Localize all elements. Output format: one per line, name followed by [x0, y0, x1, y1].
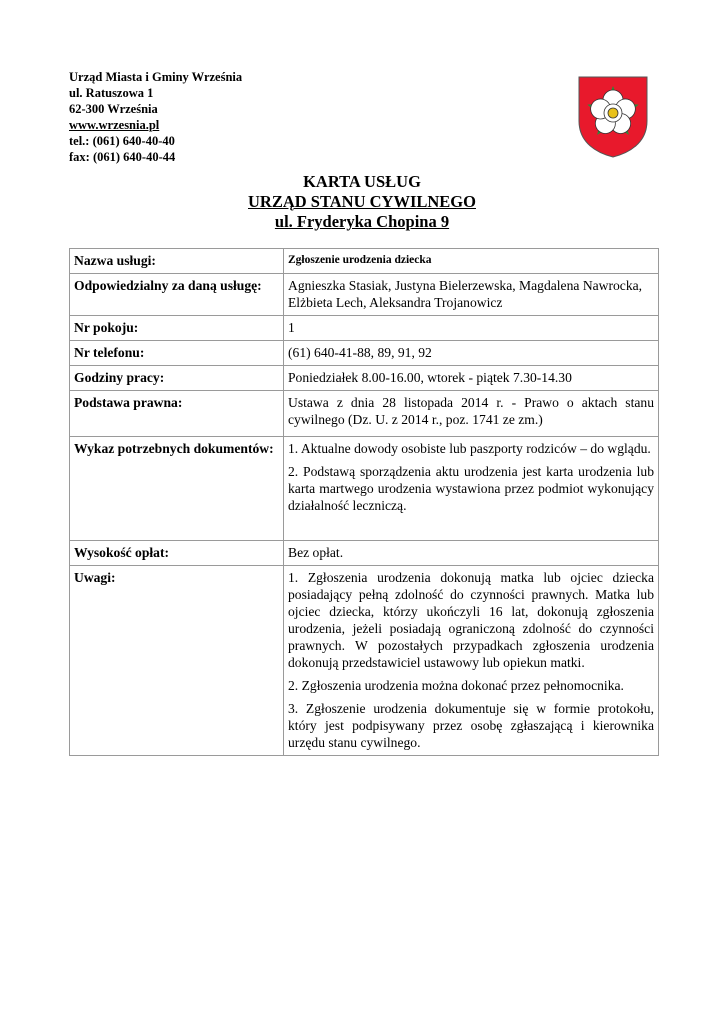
office-city: 62-300 Września — [69, 102, 158, 116]
fees-value: Bez opłat. — [284, 541, 659, 566]
row-responsible — [70, 274, 659, 316]
office-address — [69, 69, 242, 165]
responsible-value: Agnieszka Stasiak, Justyna Bielerzewska, Magdalena Nawrocka, Elżbieta Lech, Aleksandra Trojanowicz — [284, 274, 659, 316]
title-line-2: URZĄD STANU CYWILNEGO — [248, 192, 476, 211]
row-documents — [70, 437, 659, 541]
office-name: Urząd Miasta i Gminy Września — [69, 70, 243, 84]
legal-basis-label: Podstawa prawna: — [70, 391, 284, 437]
office-phone: tel.: (061) 640-40-40 — [69, 134, 175, 148]
legal-basis-value: Ustawa z dnia 28 listopada 2014 r. - Prawo o aktach stanu cywilnego (Dz. U. z 2014 r., poz. 1741 ze zm.) — [284, 391, 659, 437]
row-notes — [70, 566, 659, 756]
notes-item: 1. Zgłoszenia urodzenia dokonują matka lub ojciec dziecka posiadający pełną zdolność do czynności prawnych. Matka lub ojciec dziecka, którzy ukończyli 16 lat, dokonują zgłoszenia urodzenia, jeżeli posiadają ograniczoną zdolność do czynności prawnych. W pozostałych przypadkach zgłoszenia urodzenia dokonują przedstawiciel ustawowy lub opiekun matki. — [288, 570, 654, 670]
fees-label: Wysokość opłat: — [70, 541, 284, 566]
responsible-label: Odpowiedzialny za daną usługę: — [70, 274, 284, 316]
room-value: 1 — [284, 316, 659, 341]
notes-item: 3. Zgłoszenie urodzenia dokumentuje się w formie protokołu, który jest podpisywany przez osobę zgłaszającą i kierownika urzędu stanu cywilnego. — [288, 701, 654, 750]
room-label: Nr pokoju: — [70, 316, 284, 341]
hours-value: Poniedziałek 8.00-16.00, wtorek - piątek 7.30-14.30 — [284, 366, 659, 391]
documents-value — [284, 437, 659, 541]
row-fees — [70, 541, 659, 566]
document-title — [0, 172, 724, 232]
documents-item: 2. Podstawą sporządzenia aktu urodzenia jest karta urodzenia lub karta martwego urodzenia wystawiona przez podmiot wykonujący działalność leczniczą. — [288, 464, 654, 513]
notes-value — [284, 566, 659, 756]
coat-of-arms-icon — [577, 75, 649, 159]
notes-item: 2. Zgłoszenia urodzenia można dokonać przez pełnomocnika. — [288, 678, 624, 693]
row-service-name — [70, 249, 659, 274]
hours-label: Godziny pracy: — [70, 366, 284, 391]
title-line-1: KARTA USŁUG — [303, 172, 421, 191]
row-legal-basis — [70, 391, 659, 437]
row-phone — [70, 341, 659, 366]
office-street: ul. Ratuszowa 1 — [69, 86, 154, 100]
phone-value: (61) 640-41-88, 89, 91, 92 — [284, 341, 659, 366]
office-website-link[interactable]: www.wrzesnia.pl — [69, 118, 160, 132]
notes-label: Uwagi: — [70, 566, 284, 756]
row-hours — [70, 366, 659, 391]
service-card-table — [69, 248, 659, 756]
title-line-3: ul. Fryderyka Chopina 9 — [274, 212, 450, 231]
office-fax: fax: (061) 640-40-44 — [69, 150, 176, 164]
documents-label: Wykaz potrzebnych dokumentów: — [70, 437, 284, 541]
documents-item: 1. Aktualne dowody osobiste lub paszporty rodziców – do wglądu. — [288, 441, 651, 456]
service-name-value: Zgłoszenie urodzenia dziecka — [284, 249, 659, 274]
phone-label: Nr telefonu: — [70, 341, 284, 366]
service-name-label: Nazwa usługi: — [70, 249, 284, 274]
row-room — [70, 316, 659, 341]
